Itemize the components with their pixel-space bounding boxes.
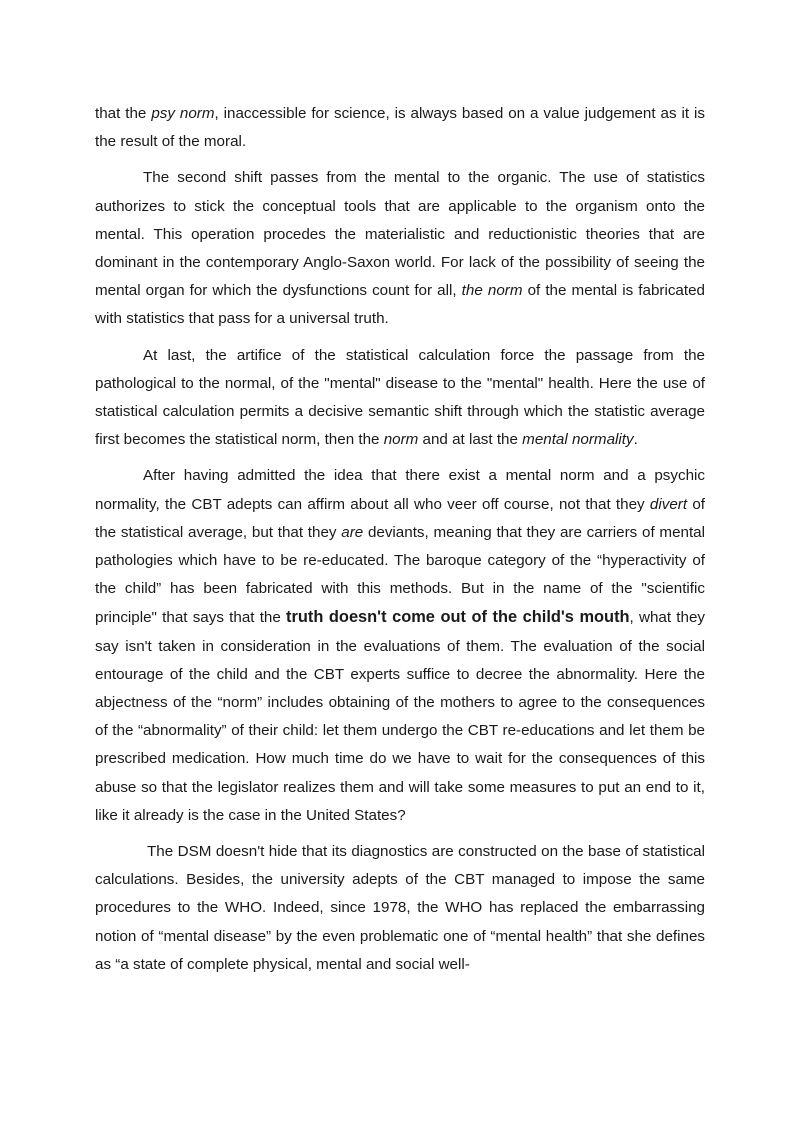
emphasis-the-norm: the norm	[461, 282, 523, 300]
emphasis-norm: norm	[383, 431, 419, 449]
paragraph-2: The second shift passes from the mental to the organic. The use of statistics authorizes to stick the conceptual tools that are applicable to the organism onto the mental. This operation procedes the materialistic and reductionistic theories that are dominant in the contemporary Anglo-Saxon world. For lack of the possibility of seeing the mental organ for which the dysfunctions count for all, the norm of the mental is fabricated with statistics that pass for a universal truth.	[95, 169, 705, 328]
bold-childs-mouth: truth doesn't come out of the child's mouth	[286, 608, 630, 627]
paragraph-5: The DSM doesn't hide that its diagnostics are constructed on the base of statistical calculations. Besides, the university adepts of the CBT managed to impose the same procedures to the WHO. Indeed, since 1978, the WHO has replaced the embarrassing notion of “mental disease” by the even problematic one of “mental health” that she defines as “a state of complete physical, mental and social well-	[95, 843, 705, 973]
paragraph-3: At last, the artifice of the statistical calculation force the passage from the pathological to the normal, of the "mental" disease to the "mental" health. Here the use of statistical calculation permits a decisive semantic shift through which the statistic average first becomes the statistical norm, then the norm and at last the mental normality.	[95, 346, 705, 449]
emphasis-psy-norm: psy norm	[151, 105, 215, 122]
document-page	[95, 100, 705, 987]
paragraph-1: that the psy norm, inaccessible for science, is always based on a value judgement as it is the result of the moral.	[95, 105, 705, 151]
emphasis-are: are	[341, 523, 364, 541]
emphasis-divert: divert	[649, 495, 688, 513]
emphasis-mental-normality: mental normality	[522, 431, 634, 449]
paragraph-4: After having admitted the idea that there exist a mental norm and a psychic normality, the CBT adepts can affirm about all who veer off course, not that they divert of the statistical average, but that they are deviants, meaning that they are carriers of mental pathologies which have to be re-educated. The baroque category of the “hyperactivity of the child” has been fabricated with this methods. But in the name of the "scientific principle" that says that the truth doesn't come out of the child's mouth, what they say isn't taken in consideration in the evaluations of them. The evaluation of the social entourage of the child and the CBT experts suffice to decree the abnormality. Here the abjectness of the “norm” includes obtaining of the mothers to agree to the consequences of the “abnormality” of their child: let them undergo the CBT re-educations and let them be prescribed medication. How much time do we have to wait for the consequences of this abuse so that the legislator realizes them and will take some measures to put an end to it, like it already is the case in the United States?	[95, 467, 705, 824]
